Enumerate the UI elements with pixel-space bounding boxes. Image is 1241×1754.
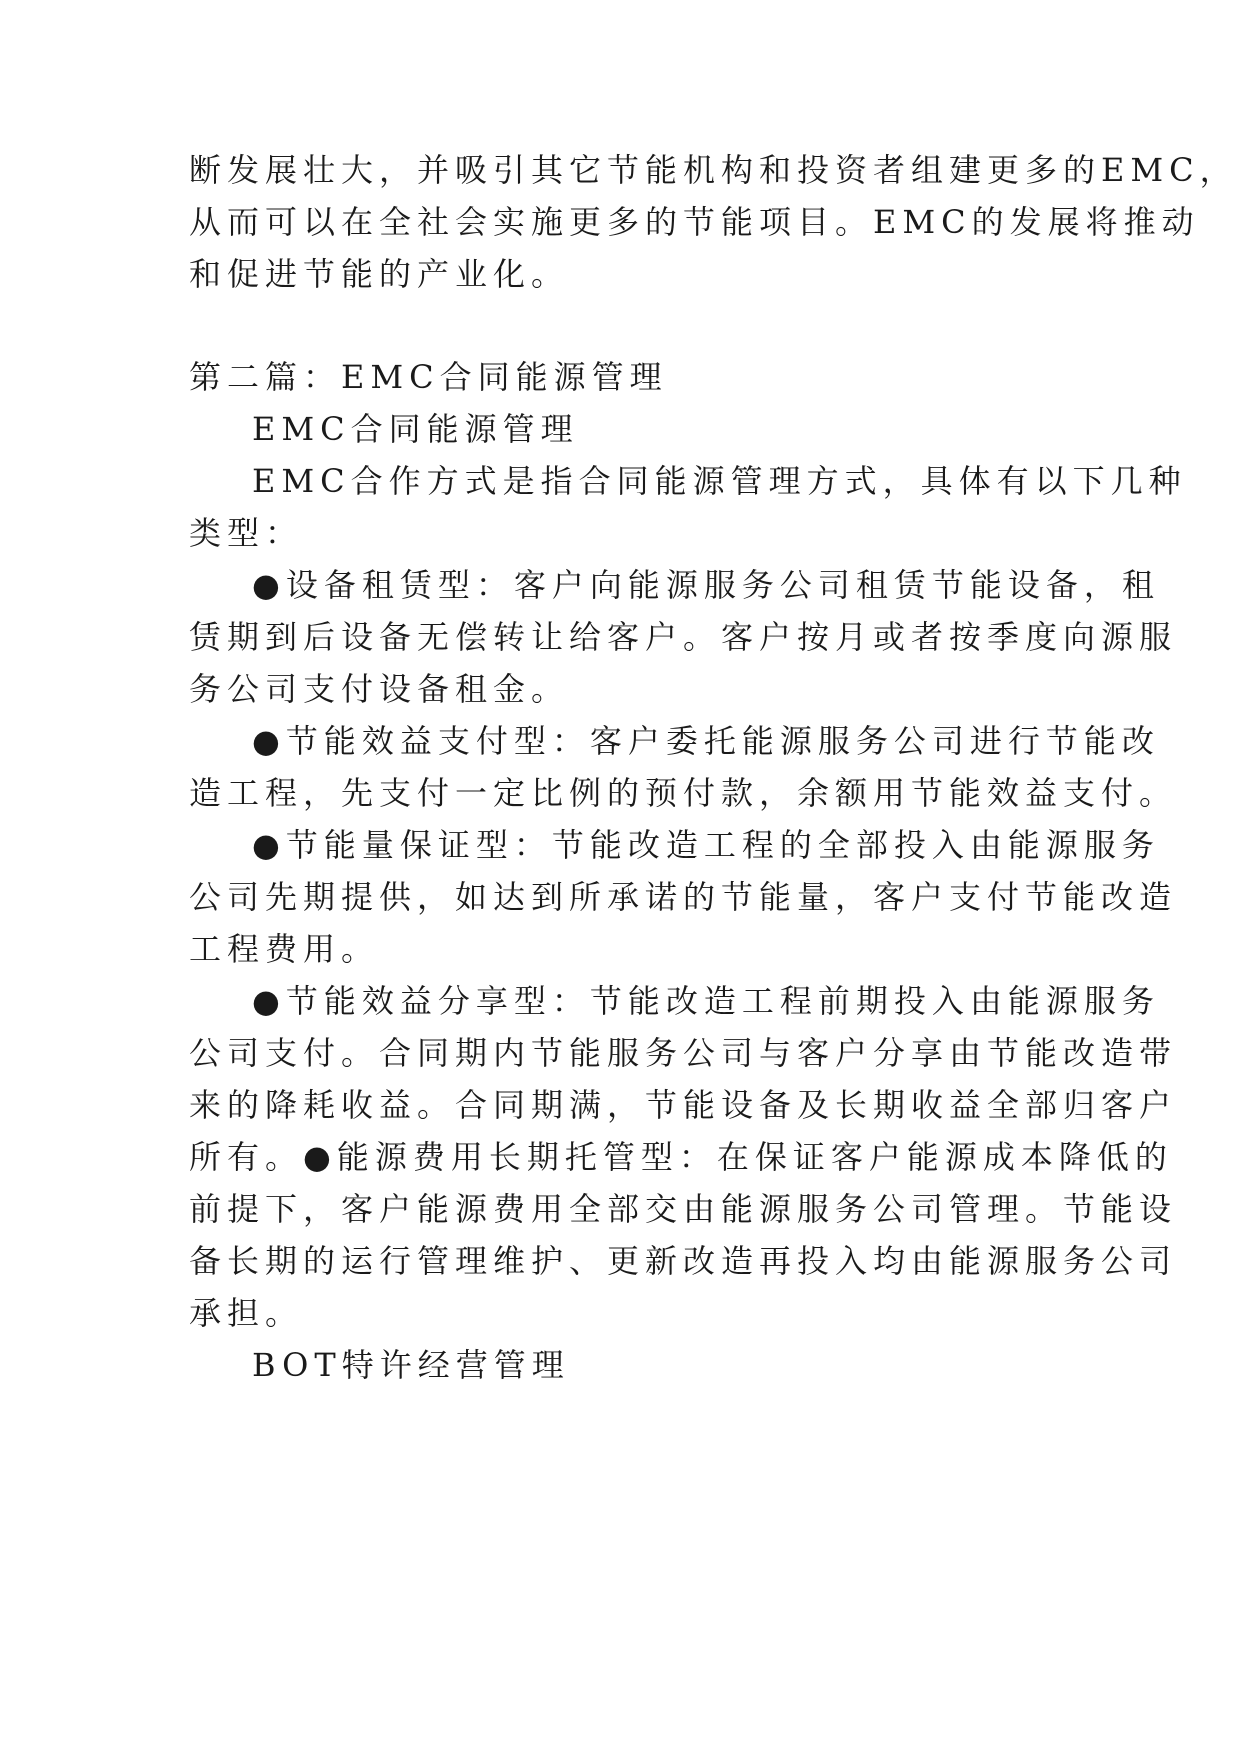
bullet-equipment-lease-1: ●设备租赁型：客户向能源服务公司租赁节能设备，租 <box>252 566 1160 604</box>
bullet-benefit-share-3: 来的降耗收益。合同期满，节能设备及长期收益全部归客户 <box>189 1086 1178 1124</box>
paragraph-line-2: 从而可以在全社会实施更多的节能项目。EMC的发展将推动 <box>189 203 1200 241</box>
bullet-equipment-lease-3: 务公司支付设备租金。 <box>189 670 570 708</box>
bullet-long-term-custody-2: 前提下，客户能源费用全部交由能源服务公司管理。节能设 <box>189 1190 1178 1228</box>
bullet-benefit-payment-2: 造工程，先支付一定比例的预付款，余额用节能效益支付。 <box>189 774 1178 812</box>
bullet-benefit-share-2: 公司支付。合同期内节能服务公司与客户分享由节能改造带 <box>189 1034 1178 1072</box>
bullet-long-term-custody-4: 承担。 <box>189 1294 304 1332</box>
bullet-benefit-payment-1: ●节能效益支付型：客户委托能源服务公司进行节能改 <box>252 722 1160 760</box>
paragraph-line-6: EMC合作方式是指合同能源管理方式，具体有以下几种 <box>252 462 1187 500</box>
bullet-benefit-share-1: ●节能效益分享型：节能改造工程前期投入由能源服务 <box>252 982 1160 1020</box>
section-subtitle: EMC合同能源管理 <box>252 410 579 448</box>
bullet-savings-guarantee-1: ●节能量保证型：节能改造工程的全部投入由能源服务 <box>252 826 1160 864</box>
bullet-equipment-lease-2: 赁期到后设备无偿转让给客户。客户按月或者按季度向源服 <box>189 618 1178 656</box>
bullet-savings-guarantee-3: 工程费用。 <box>189 930 380 968</box>
paragraph-line-3: 和促进节能的产业化。 <box>189 255 570 293</box>
paragraph-line-1: 断发展壮大，并吸引其它节能机构和投资者组建更多的EMC， <box>189 151 1238 189</box>
paragraph-line-7: 类型： <box>189 514 304 552</box>
bullet-long-term-custody-3: 备长期的运行管理维护、更新改造再投入均由能源服务公司 <box>189 1242 1178 1280</box>
section-heading: 第二篇：EMC合同能源管理 <box>189 358 668 396</box>
bot-heading: BOT特许经营管理 <box>252 1346 570 1384</box>
bullet-savings-guarantee-2: 公司先期提供，如达到所承诺的节能量，客户支付节能改造 <box>189 878 1178 916</box>
bullet-long-term-custody-1: 所有。●能源费用长期托管型：在保证客户能源成本降低的 <box>189 1138 1173 1176</box>
